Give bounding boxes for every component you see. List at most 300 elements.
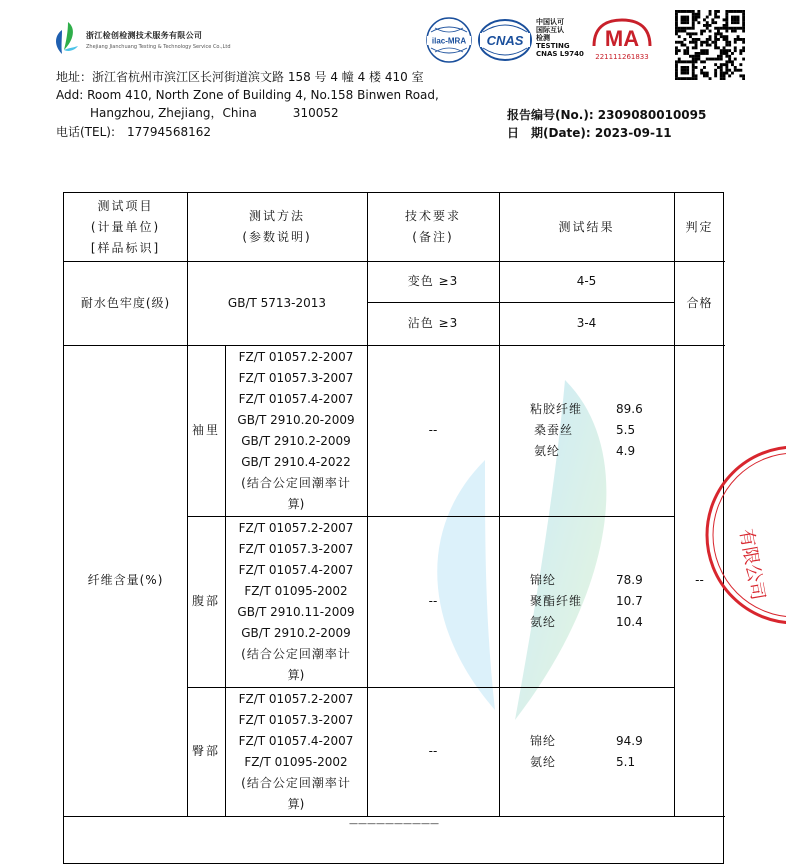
qr-module (742, 38, 745, 41)
qr-code-icon[interactable] (675, 10, 745, 80)
qr-module (686, 52, 689, 55)
qr-module (717, 38, 720, 41)
qr-module (700, 69, 703, 72)
qr-module (714, 41, 717, 44)
qr-module (723, 46, 726, 49)
qr-module (717, 32, 720, 35)
qr-module (737, 16, 740, 19)
qr-module (725, 44, 728, 47)
qr-module (728, 74, 731, 77)
fiber-name: 桑蚕丝 (534, 423, 574, 437)
telephone: 电话(TEL): 17794568162 (56, 125, 211, 139)
qr-module (706, 16, 709, 19)
qr-module (686, 77, 689, 80)
qr-module (723, 27, 726, 30)
report-number: 报告编号(No.): 2309080010095 (507, 108, 707, 122)
qr-module (720, 27, 723, 30)
method-line: GB/T 2910.20-2009 (237, 412, 355, 427)
qr-module (675, 18, 678, 21)
company-name-cn: 浙江检创检测技术服务有限公司 (86, 31, 203, 40)
qr-module (734, 18, 737, 21)
method-line: FZ/T 01057.3-2007 (238, 712, 354, 727)
qr-module (731, 18, 734, 21)
fiber-result-row (530, 731, 656, 752)
qr-module (686, 27, 689, 30)
address-en-line2: Hangzhou, Zhejiang，China 310052 (90, 106, 339, 120)
qr-module (725, 49, 728, 52)
qr-module (686, 46, 689, 49)
qr-module (686, 49, 689, 52)
qr-module (734, 38, 737, 41)
qr-module (686, 72, 689, 75)
qr-module (683, 52, 686, 55)
qr-module (703, 60, 706, 63)
qr-module (720, 72, 723, 75)
qr-module (739, 74, 742, 77)
qr-module (737, 38, 740, 41)
header-text: 技术要求 (404, 209, 461, 223)
qr-module (678, 35, 681, 38)
qr-module (681, 16, 684, 19)
qr-module (706, 58, 709, 61)
fiber-name: 粘胶纤维 (530, 402, 583, 416)
qr-module (734, 58, 737, 61)
qr-module (681, 21, 684, 24)
qr-module (683, 38, 686, 41)
fiber-result-row (530, 612, 656, 633)
qr-module (706, 24, 709, 27)
qr-module (709, 77, 712, 80)
qr-module (723, 63, 726, 66)
qr-module (692, 66, 695, 69)
qr-module (681, 77, 684, 80)
qr-module (731, 72, 734, 75)
qr-module (675, 74, 678, 77)
result-staining: 3-4 (576, 316, 597, 330)
qr-module (692, 72, 695, 75)
qr-module (737, 27, 740, 30)
methods-hip (225, 687, 367, 816)
qr-module (739, 52, 742, 55)
qr-module (675, 24, 678, 27)
qr-module (678, 10, 681, 13)
qr-module (692, 16, 695, 19)
qr-module (725, 16, 728, 19)
fiber-value: 94.9 (616, 734, 643, 748)
qr-module (734, 66, 737, 69)
methods-sleeve-lining (225, 345, 367, 516)
qr-module (706, 74, 709, 77)
qr-module (689, 77, 692, 80)
qr-module (697, 38, 700, 41)
qr-module (675, 46, 678, 49)
cnas-text-line: CNAS L9740 (536, 50, 584, 58)
fiber-name: 锦纶 (530, 734, 557, 748)
qr-module (675, 10, 678, 13)
method-line: FZ/T 01057.4-2007 (238, 391, 354, 406)
header-text: 测试项目 (97, 198, 154, 213)
qr-module (706, 44, 709, 47)
qr-module (737, 10, 740, 13)
qr-module (683, 66, 686, 69)
qr-module (706, 27, 709, 30)
qr-module (695, 60, 698, 63)
qr-module (692, 18, 695, 21)
qr-module (742, 58, 745, 61)
qr-module (739, 38, 742, 41)
qr-module (714, 16, 717, 19)
qr-module (683, 60, 686, 63)
qr-module (681, 30, 684, 33)
qr-module (703, 30, 706, 33)
qr-module (700, 60, 703, 63)
qr-module (717, 10, 720, 13)
qr-module (686, 60, 689, 63)
qr-module (689, 41, 692, 44)
qr-module (678, 77, 681, 80)
fiber-value: 5.1 (616, 755, 636, 769)
qr-module (686, 32, 689, 35)
cnas-logo-icon (477, 18, 533, 62)
qr-module (723, 49, 726, 52)
method-line: GB/T 2910.2-2009 (241, 625, 351, 640)
qr-module (683, 10, 686, 13)
qr-module (739, 63, 742, 66)
qr-module (725, 21, 728, 24)
qr-module (695, 74, 698, 77)
qr-module (678, 58, 681, 61)
qr-module (686, 66, 689, 69)
qr-module (734, 21, 737, 24)
method-line: GB/T 2910.11-2009 (237, 604, 355, 619)
qr-module (697, 10, 700, 13)
qr-module (695, 38, 698, 41)
header-result: 测试结果 (558, 219, 615, 234)
qr-module (675, 66, 678, 69)
qr-module (725, 10, 728, 13)
qr-module (723, 18, 726, 21)
stamp-text: 有限公司 (735, 527, 769, 602)
qr-module (711, 41, 714, 44)
qr-module (742, 41, 745, 44)
qr-module (717, 30, 720, 33)
header-test-item (64, 193, 187, 261)
qr-module (742, 74, 745, 77)
qr-module (725, 66, 728, 69)
qr-module (731, 21, 734, 24)
qr-module (675, 60, 678, 63)
fiber-result-row (530, 591, 656, 612)
qr-module (739, 10, 742, 13)
qr-module (723, 74, 726, 77)
qr-module (711, 18, 714, 21)
qr-module (675, 32, 678, 35)
qr-module (686, 16, 689, 19)
qr-module (695, 55, 698, 58)
ilac-label: ilac-MRA (431, 36, 467, 46)
method-line: FZ/T 01057.2-2007 (238, 691, 354, 706)
qr-module (675, 30, 678, 33)
qr-module (703, 52, 706, 55)
header-verdict: 判定 (685, 219, 714, 234)
fiber-value: 10.7 (616, 594, 643, 608)
qr-module (714, 35, 717, 38)
qr-module (692, 10, 695, 13)
qr-module (692, 63, 695, 66)
qr-module (692, 41, 695, 44)
qr-module (728, 41, 731, 44)
qr-module (717, 16, 720, 19)
method-line: FZ/T 01095-2002 (244, 754, 348, 769)
qr-module (739, 69, 742, 72)
qr-module (703, 18, 706, 21)
qr-module (700, 52, 703, 55)
qr-module (742, 10, 745, 13)
qr-module (737, 21, 740, 24)
fiber-value: 10.4 (616, 615, 643, 629)
qr-module (742, 16, 745, 19)
cnas-label: CNAS (486, 33, 524, 48)
qr-module (683, 30, 686, 33)
qr-module (692, 74, 695, 77)
method-line: FZ/T 01057.4-2007 (238, 733, 354, 748)
fiber-value: 78.9 (616, 573, 643, 587)
qr-module (720, 69, 723, 72)
qr-module (692, 77, 695, 80)
qr-module (728, 58, 731, 61)
qr-module (709, 13, 712, 16)
qr-module (692, 58, 695, 61)
qr-module (709, 30, 712, 33)
qr-module (706, 52, 709, 55)
qr-module (709, 44, 712, 47)
qr-module (742, 24, 745, 27)
header-text: (参数说明) (242, 230, 312, 244)
qr-module (689, 10, 692, 13)
qr-module (709, 24, 712, 27)
cnas-text-line: TESTING (536, 42, 570, 50)
qr-module (700, 44, 703, 47)
water-fastness-item: 耐水色牢度(级) (80, 295, 171, 310)
qr-module (714, 46, 717, 49)
qr-module (709, 58, 712, 61)
req-color-change: 变色 ≥3 (407, 274, 459, 288)
qr-module (734, 30, 737, 33)
fiber-name: 锦纶 (530, 573, 557, 587)
qr-module (734, 41, 737, 44)
method-line: (结合公定回潮率计 (241, 646, 351, 661)
qr-module (717, 58, 720, 61)
qr-module (725, 18, 728, 21)
fiber-content-item: 纤维含量(%) (87, 573, 164, 587)
qr-module (720, 66, 723, 69)
qr-module (742, 30, 745, 33)
qr-module (728, 55, 731, 58)
method-line: 算) (287, 496, 305, 511)
qr-module (734, 69, 737, 72)
qr-module (689, 32, 692, 35)
qr-module (675, 69, 678, 72)
qr-module (689, 35, 692, 38)
address-cn: 地址：浙江省杭州市滨江区长河街道滨文路 158 号 4 幢 4 楼 410 室 (56, 70, 424, 84)
water-fastness-verdict: 合格 (686, 295, 713, 310)
qr-module (714, 69, 717, 72)
qr-module (681, 41, 684, 44)
fiber-name: 氨纶 (530, 615, 557, 629)
qr-module (734, 10, 737, 13)
header-text: 测试方法 (248, 209, 305, 223)
qr-module (697, 13, 700, 16)
report-date: 日 期(Date): 2023-09-11 (507, 126, 672, 140)
qr-module (725, 72, 728, 75)
end-of-table-line: —————————— (349, 819, 439, 829)
qr-module (692, 24, 695, 27)
qr-module (686, 10, 689, 13)
qr-module (675, 49, 678, 52)
method-line: FZ/T 01057.2-2007 (238, 520, 354, 535)
qr-module (737, 35, 740, 38)
qr-module (742, 77, 745, 80)
qr-module (714, 10, 717, 13)
qr-module (692, 46, 695, 49)
qr-module (723, 72, 726, 75)
qr-module (714, 13, 717, 16)
cma-number: 221111261833 (595, 53, 649, 61)
qr-module (681, 69, 684, 72)
qr-module (703, 66, 706, 69)
qr-module (681, 72, 684, 75)
qr-module (714, 32, 717, 35)
qr-module (725, 13, 728, 16)
results-hip (530, 731, 656, 773)
qr-module (725, 30, 728, 33)
qr-module (711, 21, 714, 24)
method-line: FZ/T 01057.4-2007 (238, 562, 354, 577)
fiber-name: 氨纶 (534, 444, 561, 458)
qr-module (683, 18, 686, 21)
qr-module (700, 49, 703, 52)
qr-module (692, 60, 695, 63)
qr-module (731, 63, 734, 66)
qr-module (714, 63, 717, 66)
qr-module (723, 52, 726, 55)
requirement-hip: -- (428, 744, 438, 758)
qr-module (697, 52, 700, 55)
cnas-text-line: 国际互认 (536, 26, 564, 34)
qr-module (695, 46, 698, 49)
qr-module (728, 44, 731, 47)
method-line: GB/T 2910.4-2022 (241, 454, 351, 469)
qr-module (700, 30, 703, 33)
qr-module (697, 21, 700, 24)
qr-module (739, 49, 742, 52)
qr-module (742, 27, 745, 30)
qr-module (725, 60, 728, 63)
qr-module (731, 10, 734, 13)
ilac-mra-logo-icon (425, 16, 473, 64)
part-label-sleeve-lining: 袖里 (191, 423, 220, 437)
qr-module (731, 16, 734, 19)
header-test-method (187, 193, 367, 261)
qr-module (720, 35, 723, 38)
qr-module (737, 69, 740, 72)
qr-module (675, 63, 678, 66)
qr-module (734, 49, 737, 52)
qr-module (714, 21, 717, 24)
qr-module (703, 41, 706, 44)
fiber-result-row (530, 570, 656, 591)
qr-module (720, 52, 723, 55)
qr-module (709, 35, 712, 38)
qr-module (692, 38, 695, 41)
fiber-value: 5.5 (616, 423, 636, 437)
qr-module (678, 41, 681, 44)
qr-module (720, 49, 723, 52)
qr-module (728, 49, 731, 52)
fiber-result-row (530, 420, 656, 441)
official-seal-stamp-icon (700, 440, 786, 630)
qr-module (675, 27, 678, 30)
qr-module (683, 16, 686, 19)
qr-module (683, 77, 686, 80)
methods-abdomen (225, 516, 367, 687)
req-staining: 沾色 ≥3 (407, 316, 459, 330)
qr-module (734, 16, 737, 19)
qr-module (692, 32, 695, 35)
qr-module (706, 21, 709, 24)
qr-module (689, 27, 692, 30)
qr-module (728, 27, 731, 30)
qr-module (734, 27, 737, 30)
qr-module (683, 21, 686, 24)
header-text: (备注) (412, 230, 454, 244)
qr-module (692, 55, 695, 58)
fiber-name: 氨纶 (530, 755, 557, 769)
method-line: FZ/T 01057.3-2007 (238, 370, 354, 385)
results-table (63, 192, 724, 864)
qr-module (706, 49, 709, 52)
qr-module (714, 58, 717, 61)
qr-module (714, 72, 717, 75)
method-line: FZ/T 01057.3-2007 (238, 541, 354, 556)
qr-module (695, 32, 698, 35)
requirement-sleeve-lining: -- (428, 423, 438, 437)
qr-module (720, 58, 723, 61)
qr-module (725, 52, 728, 55)
qr-module (742, 13, 745, 16)
qr-module (689, 60, 692, 63)
qr-module (695, 41, 698, 44)
qr-module (725, 38, 728, 41)
qr-module (703, 72, 706, 75)
qr-module (675, 21, 678, 24)
qr-module (709, 10, 712, 13)
qr-module (697, 58, 700, 61)
results-abdomen (530, 570, 656, 633)
water-fastness-method: GB/T 5713-2013 (227, 295, 327, 310)
qr-module (717, 66, 720, 69)
qr-module (728, 60, 731, 63)
qr-module (700, 41, 703, 44)
qr-module (723, 38, 726, 41)
fiber-value: 4.9 (616, 444, 636, 458)
qr-module (725, 27, 728, 30)
qr-module (703, 74, 706, 77)
qr-module (734, 46, 737, 49)
header-text: [样品标识] (90, 240, 161, 255)
qr-module (731, 52, 734, 55)
qr-module (697, 55, 700, 58)
